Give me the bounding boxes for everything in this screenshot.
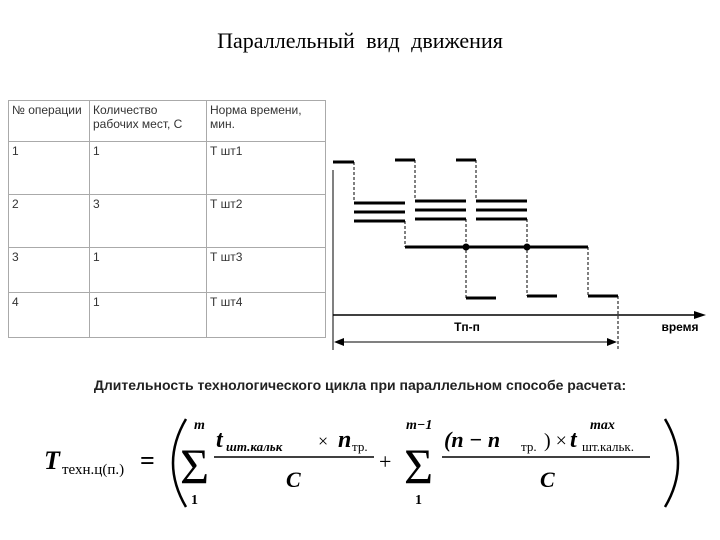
page-title: Параллельный вид движения bbox=[217, 28, 503, 53]
lhs-T: T bbox=[44, 446, 60, 475]
header-time-norm: Норма времени, мин. bbox=[207, 101, 326, 142]
frac2-t-sup: max bbox=[590, 418, 615, 433]
frac1-n: n bbox=[338, 427, 352, 453]
frac2-n-sub: тр. bbox=[521, 439, 537, 454]
lhs-subscript: техн.ц(п.) bbox=[62, 462, 125, 478]
period-arrow-left bbox=[334, 338, 344, 346]
cell-count: 1 bbox=[90, 248, 207, 293]
cell-norm: Т шт3 bbox=[207, 248, 326, 293]
period-arrow-right bbox=[607, 338, 617, 346]
frac2-open: (n − n bbox=[444, 427, 501, 452]
axis-label: время bbox=[661, 320, 699, 334]
cell-op: 3 bbox=[9, 248, 90, 293]
cell-op: 4 bbox=[9, 293, 90, 338]
cell-norm: Т шт2 bbox=[207, 195, 326, 248]
cell-norm: Т шт4 bbox=[207, 293, 326, 338]
frac1-times: × bbox=[318, 431, 329, 451]
equals-sign: = bbox=[140, 446, 155, 475]
frac2-close: ) × bbox=[544, 430, 567, 452]
frac1-t: t bbox=[216, 427, 223, 453]
op3-joint bbox=[463, 244, 470, 251]
header-workplaces: Количество рабочих мест, С bbox=[90, 101, 207, 142]
cycle-duration-formula bbox=[0, 405, 720, 535]
period-label: Тп-п bbox=[454, 320, 480, 334]
frac2-t: t bbox=[570, 427, 577, 453]
formula-caption: Длительность технологического цикла при параллельном способе расчета: bbox=[93, 377, 627, 393]
sum1-sign: Σ bbox=[180, 438, 210, 494]
cell-norm: Т шт1 bbox=[207, 142, 326, 195]
frac1-t-sub: шт.кальк bbox=[226, 439, 283, 454]
sum2-lower: 1 bbox=[415, 493, 422, 508]
header-operation: № операции bbox=[9, 101, 90, 142]
cell-count: 3 bbox=[90, 195, 207, 248]
sum2-sign: Σ bbox=[404, 438, 434, 494]
sum2-upper: m−1 bbox=[406, 418, 433, 433]
sum1-lower: 1 bbox=[191, 493, 198, 508]
op3-joint bbox=[524, 244, 531, 251]
frac2-denominator: C bbox=[540, 467, 555, 492]
time-axis-arrow bbox=[694, 311, 706, 319]
frac1-n-sub: тр. bbox=[352, 439, 368, 454]
frac1-denominator: C bbox=[286, 467, 301, 492]
cell-op: 1 bbox=[9, 142, 90, 195]
right-paren bbox=[665, 419, 678, 507]
cell-op: 2 bbox=[9, 195, 90, 248]
frac2-t-sub: шт.кальк. bbox=[582, 439, 634, 454]
sum1-upper: m bbox=[194, 418, 205, 433]
cell-count: 1 bbox=[90, 293, 207, 338]
cell-count: 1 bbox=[90, 142, 207, 195]
plus-sign: + bbox=[379, 449, 392, 474]
